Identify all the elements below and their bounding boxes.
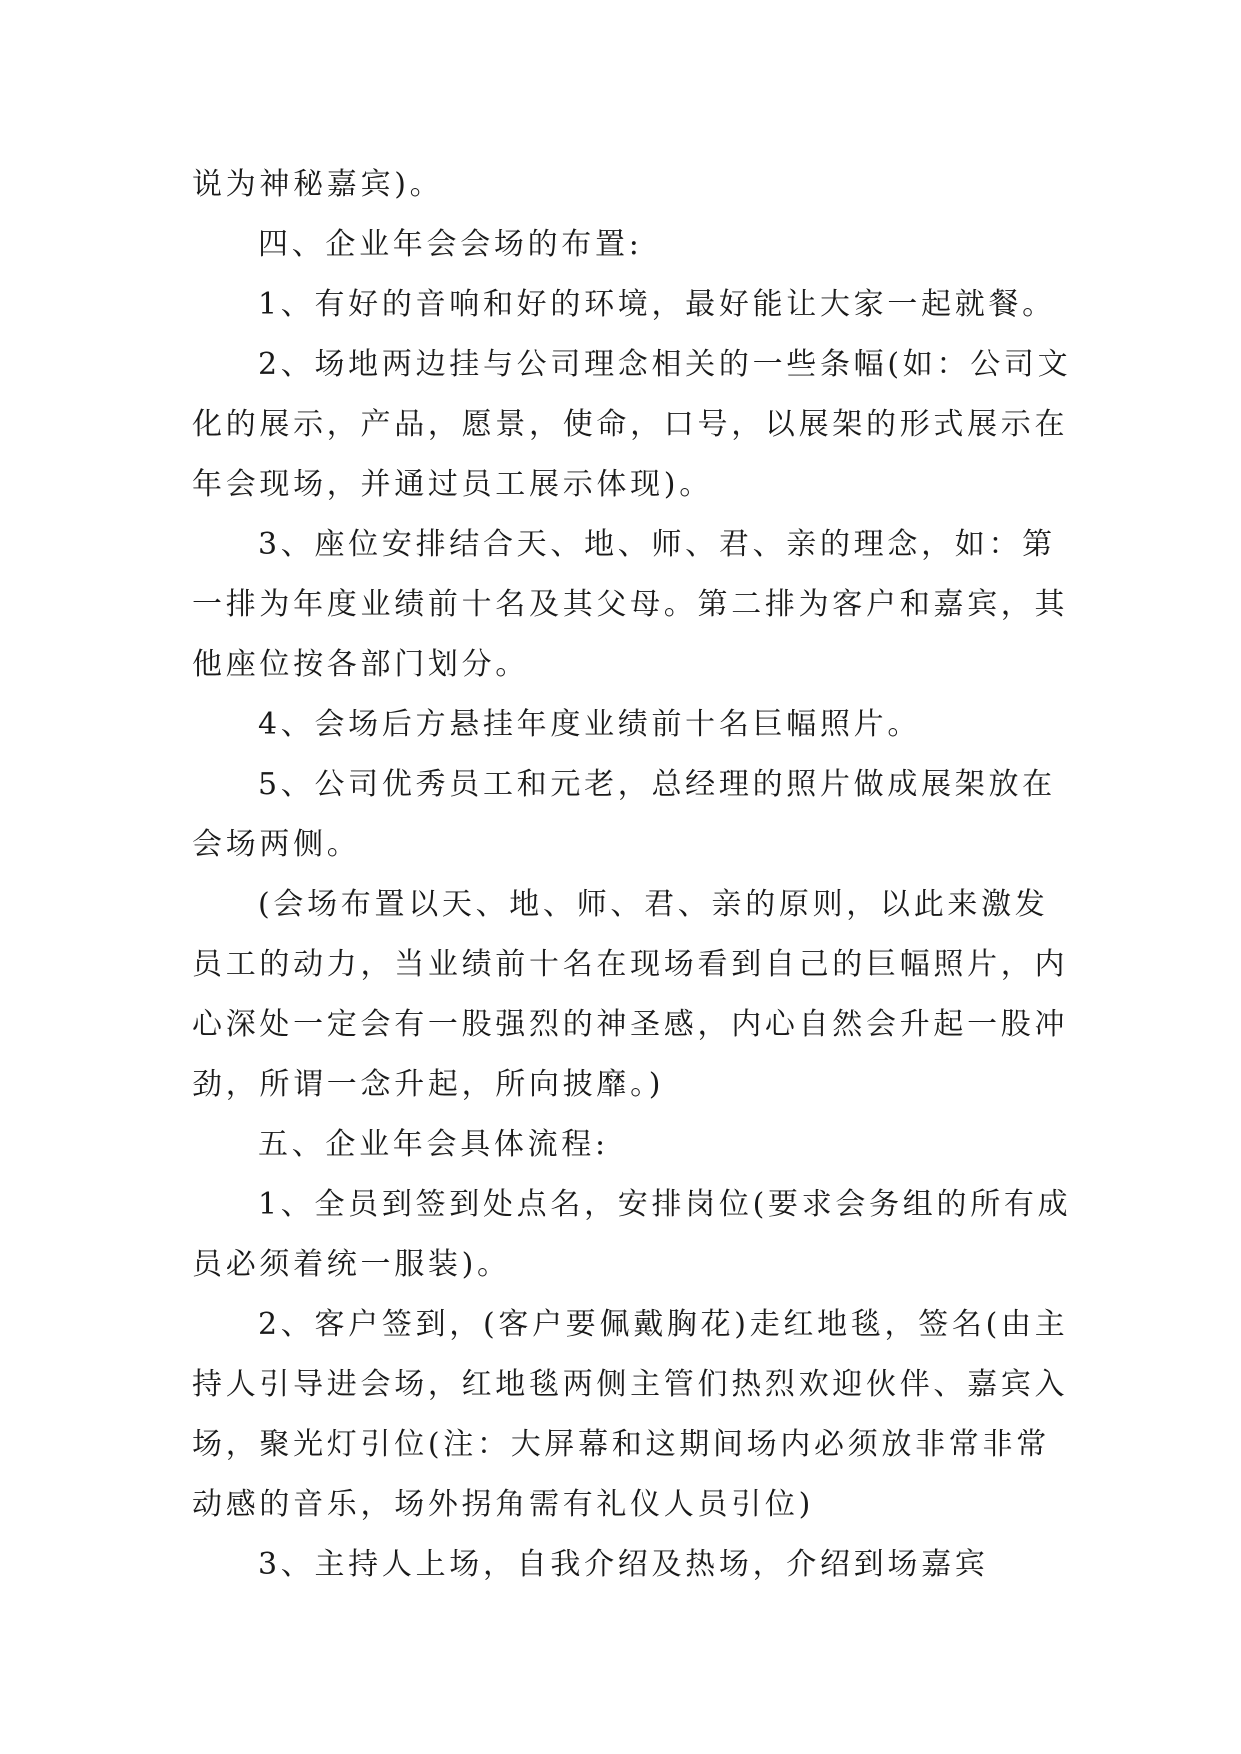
section-heading-process: 五、企业年会具体流程:: [258, 1127, 609, 1162]
text-line: (会场布置以天、地、师、君、亲的原则，以此来激发: [258, 887, 1049, 922]
section-heading-venue: 四、企业年会会场的布置:: [258, 227, 643, 262]
text-line: 心深处一定会有一股强烈的神圣感，内心自然会升起一股冲: [192, 1007, 1069, 1042]
text-line: 说为神秘嘉宾)。: [192, 167, 444, 202]
text-line: 3、主持人上场，自我介绍及热场，介绍到场嘉宾: [258, 1547, 989, 1582]
text-line: 5、公司优秀员工和元老，总经理的照片做成展架放在: [258, 767, 1056, 802]
text-line: 他座位按各部门划分。: [192, 647, 529, 682]
text-line: 场，聚光灯引位(注：大屏幕和这期间场内必须放非常非常: [192, 1427, 1050, 1462]
text-line: 1、有好的音响和好的环境，最好能让大家一起就餐。: [258, 287, 1056, 322]
text-line: 年会现场，并通过员工展示体现)。: [192, 467, 713, 502]
text-line: 化的展示，产品，愿景，使命，口号，以展架的形式展示在: [192, 407, 1069, 442]
text-line: 劲，所谓一念升起，所向披靡。): [192, 1067, 665, 1102]
text-line: 会场两侧。: [192, 827, 361, 862]
text-line: 3、座位安排结合天、地、师、君、亲的理念，如：第: [258, 527, 1056, 562]
text-line: 4、会场后方悬挂年度业绩前十名巨幅照片。: [258, 707, 922, 742]
text-line: 2、场地两边挂与公司理念相关的一些条幅(如：公司文: [258, 347, 1072, 382]
text-line: 一排为年度业绩前十名及其父母。第二排为客户和嘉宾，其: [192, 587, 1069, 622]
text-line: 员必须着统一服装)。: [192, 1247, 511, 1282]
text-line: 2、客户签到，(客户要佩戴胸花)走红地毯，签名(由主: [258, 1307, 1069, 1342]
text-line: 持人引导进会场，红地毯两侧主管们热烈欢迎伙伴、嘉宾入: [192, 1367, 1069, 1402]
text-line: 1、全员到签到处点名，安排岗位(要求会务组的所有成: [258, 1187, 1072, 1222]
text-line: 动感的音乐，场外拐角需有礼仪人员引位): [192, 1487, 815, 1522]
text-line: 员工的动力，当业绩前十名在现场看到自己的巨幅照片，内: [192, 947, 1069, 982]
document-body: [192, 155, 1072, 1595]
